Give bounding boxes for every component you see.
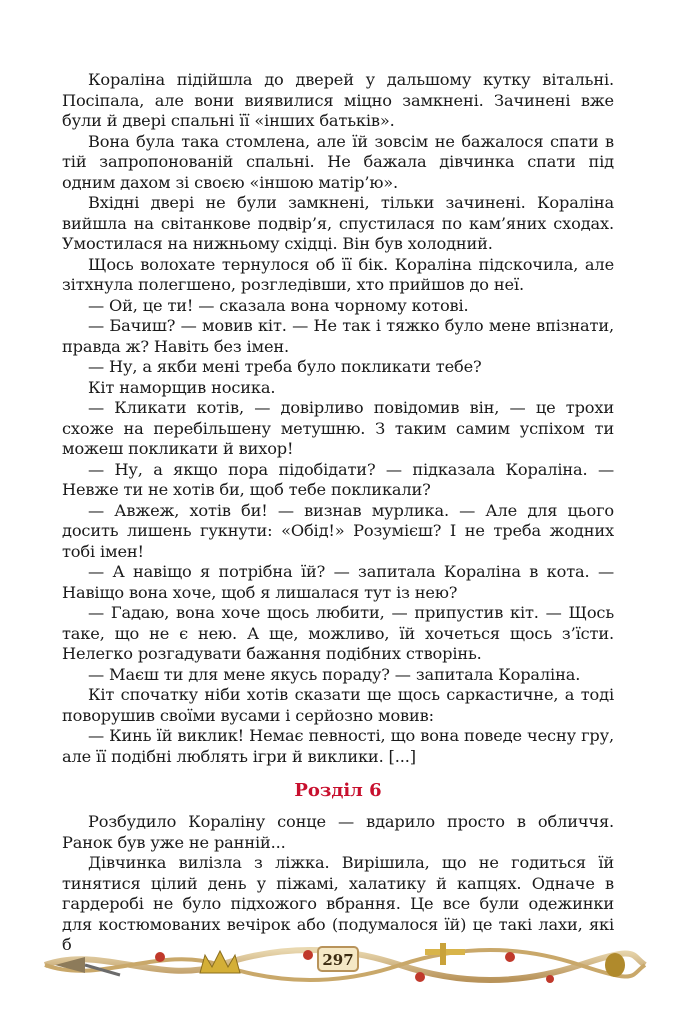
- paragraph: — Ну, а якщо пора підобідати? — підказала Кораліна. — Невже ти не хотів би, щоб тебе покликали?: [62, 459, 614, 499]
- paragraph: Розбудило Кораліну сонце — вдарило просто в обличчя. Ранок був уже не ранній...: [62, 812, 614, 852]
- paragraph: Щось волохате тернулося об її бік. Кораліна підскочила, але зітхнула полегшено, розгледівши, хто прийшов до неї.: [62, 254, 614, 294]
- paragraph: Вона була така стомлена, але їй зовсім не бажалося спати в тій запропонованій спальні. Не бажала дівчинка спати під одним дахом зі своєю «іншою матір’ю».: [62, 131, 614, 192]
- paragraph: — Ой, це ти! — сказала вона чорному котові.: [88, 295, 469, 315]
- text-block-bottom: [62, 812, 614, 956]
- paragraph: Дівчинка вилізла з ліжка. Вирішила, що не годиться їй тинятися цілий день у піжамі, халатику й капцях. Одначе в гардеробі не було підхожого вбрання. Це все були одежинки для костюмованих вечірок або (подумалося їй) це такі лахи, які б: [62, 853, 614, 954]
- paragraph: — Маєш ти для мене якусь пораду? — запитала Кораліна.: [88, 664, 581, 684]
- paragraph: Кіт спочатку ніби хотів сказати ще щось саркастичне, а тоді поворушив своїми вусами і серйозно мовив:: [62, 685, 614, 725]
- paragraph: — Авжеж, хотів би! — визнав мурлика. — Але для цього досить лишень гукнути: «Обід!» Розумієш? І не треба жодних тобі імен!: [62, 500, 614, 561]
- paragraph: Вхідні двері не були замкнені, тільки зачинені. Кораліна вийшла на світанкове подвір’я, спустилася по кам’яних сходах. Умостилася на нижньому східці. Він був холодний.: [62, 193, 614, 253]
- paragraph: — Кинь їй виклик! Немає певності, що вона поведе чесну гру, але її подібні люблять ігри й виклики. [...]: [62, 726, 614, 766]
- paragraph: — А навіщо я потрібна їй? — запитала Кораліна в кота. — Навіщо вона хоче, щоб я лишалася тут із нею?: [62, 562, 614, 602]
- beetle-icon: [605, 953, 625, 977]
- paragraph: — Бачиш? — мовив кіт. — Не так і тяжко було мене впізнати, правда ж? Навіть без імен.: [62, 316, 614, 356]
- paragraph: — Ну, а якби мені треба було покликати тебе?: [88, 357, 482, 376]
- page-body: [62, 70, 614, 956]
- text-block-top: [62, 70, 614, 767]
- paragraph: Кораліна підійшла до дверей у дальшому кутку вітальні. Посіпала, але вони виявилися міцно замкнені. Зачинені вже були й двері спальні її «інших батьків».: [62, 70, 614, 130]
- paragraph: — Кликати котів, — довірливо повідомив він, — це трохи схоже на перебільшену метушню. З таким самим успіхом ти можеш покликати й вихор!: [62, 398, 614, 458]
- chapter-heading: Розділ 6: [294, 780, 382, 801]
- crown-icon: [200, 951, 240, 973]
- paragraph: — Гадаю, вона хоче щось любити, — припустив кіт. — Щось таке, що не є нею. А ще, можливо, їй хочеться щось з’їсти. Нелегко розгадувати бажання подібних створінь.: [62, 603, 614, 663]
- airplane-icon: [425, 943, 465, 965]
- page-number: 297: [322, 951, 354, 969]
- paragraph: Кіт наморщив носика.: [88, 377, 276, 397]
